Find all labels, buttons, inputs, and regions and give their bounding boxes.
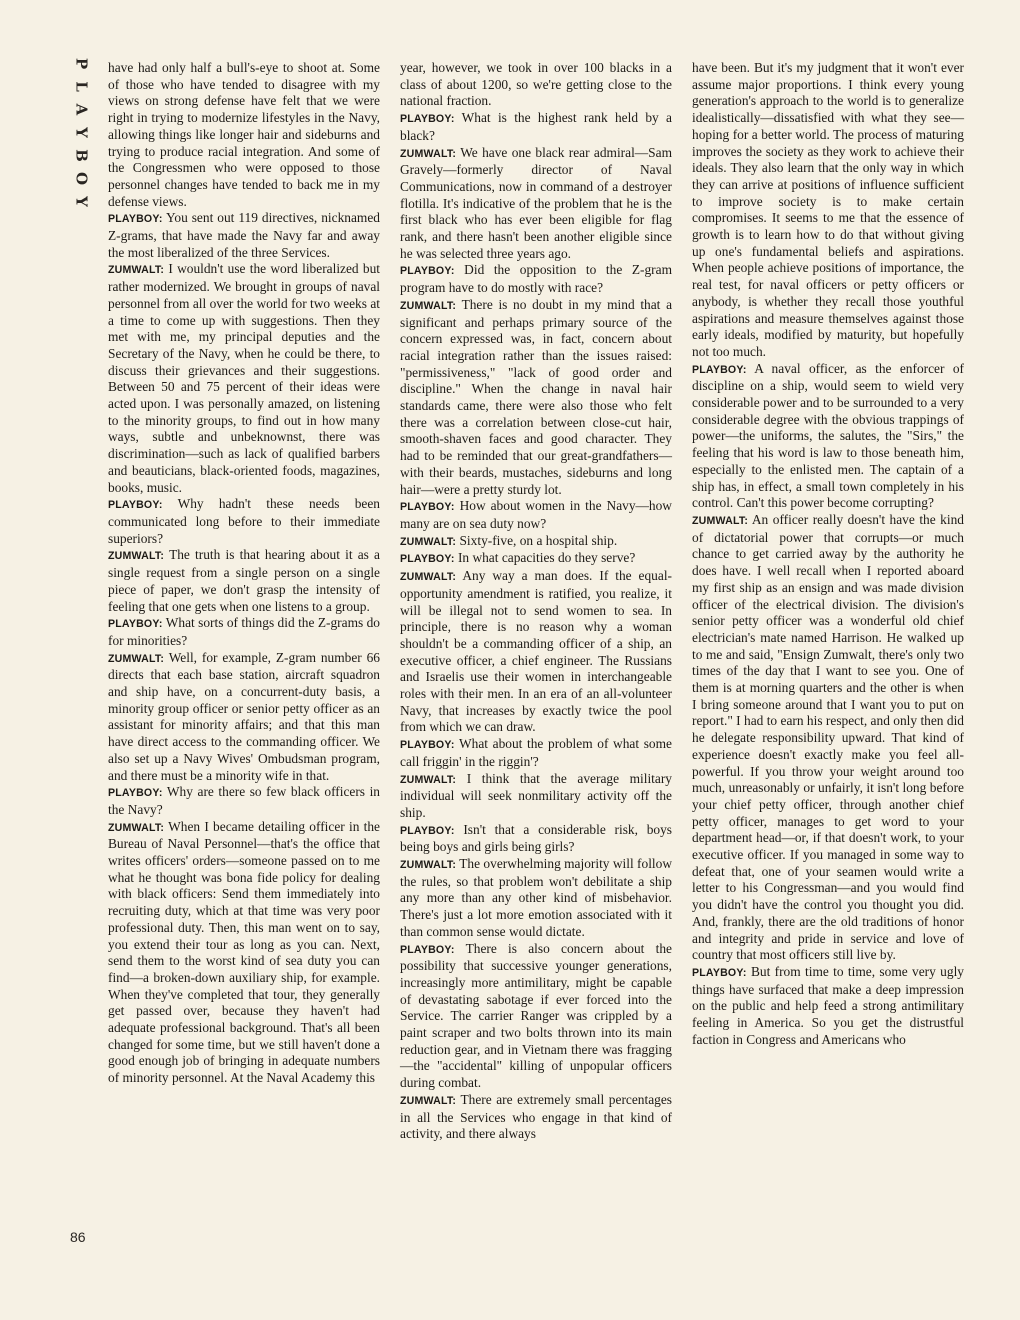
paragraph-text: I wouldn't use the word liberalized but rather modernized. We brought in groups of naval personnel from all over the world for two weeks at a time to come up with suggestions. Then they met with me, my principal deputies and the Secretary of the Navy, when he could be there, to discuss their grievances and their suggestions. Between 50 and 75 percent of their ideas were acted upon. I was personally amazed, on listening to the minority groups, to find out in how many ways, subtle and unbeknownst, there was discrimination—such as lack of qualified barbers and beauticians, black-oriented foods, magazines, books, music. [108,261,380,495]
paragraph-text: How about women in the Navy—how many are on sea duty now? [400,498,672,531]
speaker-label: PLAYBOY: [400,553,455,566]
speaker-label: ZUMWALT: [400,147,457,160]
speaker-label: PLAYBOY: [692,966,747,979]
speaker-label: ZUMWALT: [400,1094,457,1107]
interview-paragraph [400,856,672,941]
interview-paragraph [400,498,672,532]
interview-paragraph [108,60,380,210]
interview-paragraph [400,568,672,736]
speaker-label: ZUMWALT: [400,773,457,786]
interview-paragraph [108,819,380,1087]
interview-paragraph [400,262,672,296]
interview-paragraph [400,822,672,856]
masthead-playboy: P L A Y B O Y [72,57,91,207]
speaker-label: ZUMWALT: [108,550,165,563]
speaker-label: ZUMWALT: [108,652,165,665]
paragraph-text: Did the opposition to the Z-gram program have to do mostly with race? [400,262,672,296]
interview-paragraph [692,60,964,361]
speaker-label: PLAYBOY: [400,943,455,956]
speaker-label: PLAYBOY: [400,739,455,752]
interview-paragraph [108,784,380,818]
speaker-label: ZUMWALT: [108,821,165,834]
paragraph-text: Why are there so few black officers in the Navy? [108,784,380,817]
interview-paragraph [400,550,672,568]
interview-paragraph [400,533,672,551]
paragraph-text: But from time to time, some very ugly things have surfaced that make a deep impression on the public and help feed a strong antimilitary feeling in America. So you get the distrustful faction in Congress and Americans who [692,963,964,1047]
paragraph-text: You sent out 119 directives, nicknamed Z-grams, that have made the Navy far and away the most liberalized of the three Services. [108,210,380,260]
paragraph-text: What sorts of things did the Z-grams do for minorities? [108,615,380,648]
interview-paragraph [692,512,964,964]
interview-paragraph [692,964,964,1049]
paragraph-text: We have one black rear admiral—Sam Gravely—formerly director of Naval Communications, now in command of a destroyer flotilla. It's indicative of the problem that he is the first black who has ever been eligible for flag rank, and there hasn't been another eligible since he was selected three years ago. [400,144,672,261]
paragraph-text: There is also concern about the possibility that successive younger generations, increasingly more antimilitary, might be capable of devastating sabotage if ever forced into the Service. The carrier Ranger was crippled by a paint scraper and two bolts thrown into its main reduction gear, and in Vietnam there was fragging—the "accidental" killing of unpopular officers during combat. [400,940,672,1091]
speaker-label: ZUMWALT: [692,514,749,527]
speaker-label: ZUMWALT: [400,571,457,584]
interview-paragraph [400,297,672,498]
interview-paragraph [108,496,380,547]
paragraph-text: There is no doubt in my mind that a significant and perhaps primary source of the concern expressed was, in fact, concern about racial integration rather than the issues raised: "permissiveness," "lack of good order and discipline." When the change in naval hair standards came, there were also those who felt there was a correlation between close-cut hair, smooth-shaven faces and good character. They had to be reminded that our great-grandfathers—with their beards, mustaches, sideburns and long hair—were a pretty sturdy lot. [400,296,673,497]
speaker-label: ZUMWALT: [400,859,457,872]
paragraph-text: Why hadn't these needs been communicated long before to their immediate superiors? [108,496,380,546]
paragraph-text: Any way a man does. If the equal-opportunity amendment is ratified, you realize, it will be illegal not to send women to sea. In principle, there is no reason why a woman shouldn't be a commanding officer of a ship, an executive officer, a chief engineer. The Russians and Israelis use their women in interchangeable roles with their men. In an era of an all-volunteer Navy, that increases by exactly twice the pool from which we can draw. [400,568,672,735]
paragraph-text: have been. But it's my judgment that it won't ever assume major proportions. I think every young generation's approach to the world is to generalize idealistically—dissatisfied with what they see—hoping for a better world. The process of maturing improves the society as they work to achieve their ideals. They also learn that the only way in which they can arrive at positions of influence sufficient to improve society is to make certain compromises. It seems to me that the essence of growth is to learn how to do that without giving up one's fundamental beliefs and aspirations. When people achieve positions of importance, the real test, for naval officers or petty officers or anybody, is whether they recall those youthful aspirations and measure themselves against those early ideals, modified by maturity, but hopefully not too much. [692,60,964,359]
speaker-label: PLAYBOY: [400,265,455,278]
paragraph-text: year, however, we took in over 100 blacks in a class of about 1200, so we're getting close to the national fraction. [400,60,672,109]
speaker-label: PLAYBOY: [692,363,747,376]
text-column-2 [400,60,672,1143]
speaker-label: ZUMWALT: [108,264,165,277]
paragraph-text: What about the problem of what some call friggin' in the riggin'? [400,736,672,769]
interview-paragraph [400,145,672,263]
paragraph-text: The overwhelming majority will follow the rules, so that problem won't debilitate a ship any more than any other kind of misbehavior. There's just a lot more emotion associated with it than common sense would dictate. [400,856,672,939]
speaker-label: PLAYBOY: [108,499,163,512]
interview-paragraph [400,736,672,770]
speaker-label: ZUMWALT: [400,299,457,312]
interview-paragraph [400,110,672,144]
text-column-1 [108,60,380,1087]
interview-paragraph [108,650,380,785]
paragraph-text: When I became detailing officer in the Bureau of Naval Personnel—that's the office that writes officers' orders—someone passed on to me what he thought was bona fide policy for dealing with black officers: Send them immediately into recruiting duty, which at that time was very poor professional duty. Then, this man went on to say, you extend their tour as long as you can. Next, send them to the worst kind of sea duty you can find—a broken-down auxiliary ship, for example. When they've completed that tour, they generally get passed over, because they haven't had adequate professional background. That's all been changed for some time, but we still haven't done a good enough job of bringing in adequate numbers of minority personnel. At the Naval Academy this [108,818,380,1086]
interview-paragraph [400,771,672,822]
interview-paragraph [400,60,672,110]
speaker-label: ZUMWALT: [400,535,457,548]
paragraph-text: I think that the average military individual will seek nonmilitary activity off the ship. [400,770,672,820]
paragraph-text: Sixty-five, on a hospital ship. [459,532,618,548]
speaker-label: PLAYBOY: [108,618,163,631]
interview-paragraph [400,1092,672,1143]
interview-paragraph [108,210,380,261]
speaker-label: PLAYBOY: [400,501,455,514]
interview-paragraph [400,941,672,1092]
speaker-label: PLAYBOY: [400,113,455,126]
interview-paragraph [108,547,380,615]
paragraph-text: There are extremely small percentages in all the Services who engage in that kind of activity, and there always [400,1091,673,1142]
paragraph-text: Well, for example, Z-gram number 66 directs that each base station, aircraft squadron and ship have, on a concurrent-duty basis, a minority group officer or senior petty officer as an assistant for minority affairs; and that this man have direct access to the commanding officer. We also set up a Navy Wives' Ombudsman program, and there must be a minority wife in that. [108,649,380,783]
speaker-label: PLAYBOY: [400,824,455,837]
paragraph-text: have had only half a bull's-eye to shoot at. Some of those who have tended to disagree with my views on strong defense have felt that we were right in trying to modernize lifestyles in the Navy, allowing things like longer hair and sideburns and trying to produce racial integration. And some of the Congressmen who were opposed to those personnel changes have tended to back me in my defense views. [108,60,380,209]
text-column-3 [692,60,964,1048]
speaker-label: PLAYBOY: [108,787,163,800]
speaker-label: PLAYBOY: [108,213,163,226]
paragraph-text: A naval officer, as the enforcer of discipline on a ship, would seem to wield very considerable power and to be surrounded to a very considerable degree with the obvious trappings of power—the uniforms, the salutes, the "Sirs," the feeling that his word is law to those beneath him, especially to the enlisted men. The captain of a ship has, in effect, a small town completely in his control. Can't this power become corrupting? [692,360,965,511]
paragraph-text: Isn't that a considerable risk, boys being boys and girls being girls? [400,821,672,855]
interview-paragraph [108,615,380,649]
page-number: 86 [70,1229,86,1245]
paragraph-text: In what capacities do they serve? [457,550,636,566]
paragraph-text: An officer really doesn't have the kind of dictatorial power that corrupts—or much chance to get carried away by the authority he does have. I well recall when I reported aboard my first ship as an ensign and was made division officer of the electrical division. The division's senior petty officer was a wonderful old chief electrician's mate named Harrison. He walked up to me and said, "Ensign Zumwalt, there's only two times of the day that I want to see you. One of them is at morning quarters and the other is when I bring someone around that I want you to put on report." I had to earn his respect, and only then did he delegate responsibility upward. That kind of experience doesn't exactly make you feel all-powerful. If you throw your weight around too much, unreasonably or unfairly, it isn't long before your chief petty officer, through another chief petty officer, manages to get word to your department head—or, if that doesn't work, to your executive officer. If you managed in some way to defeat that, one of your seamen would write a letter to his Congressman—and you would find you didn't have the control you thought you did. And, frankly, there are the old traditions of honor and integrity and pride in service and love of country that most officers still live by. [692,511,964,963]
paragraph-text: What is the highest rank held by a black? [400,110,672,143]
interview-paragraph [692,361,964,512]
interview-paragraph [108,261,380,496]
paragraph-text: The truth is that hearing about it as a single request from a single person on a single piece of paper, we don't grasp the intensity of feeling that one gets when one listens to a group. [108,547,381,614]
